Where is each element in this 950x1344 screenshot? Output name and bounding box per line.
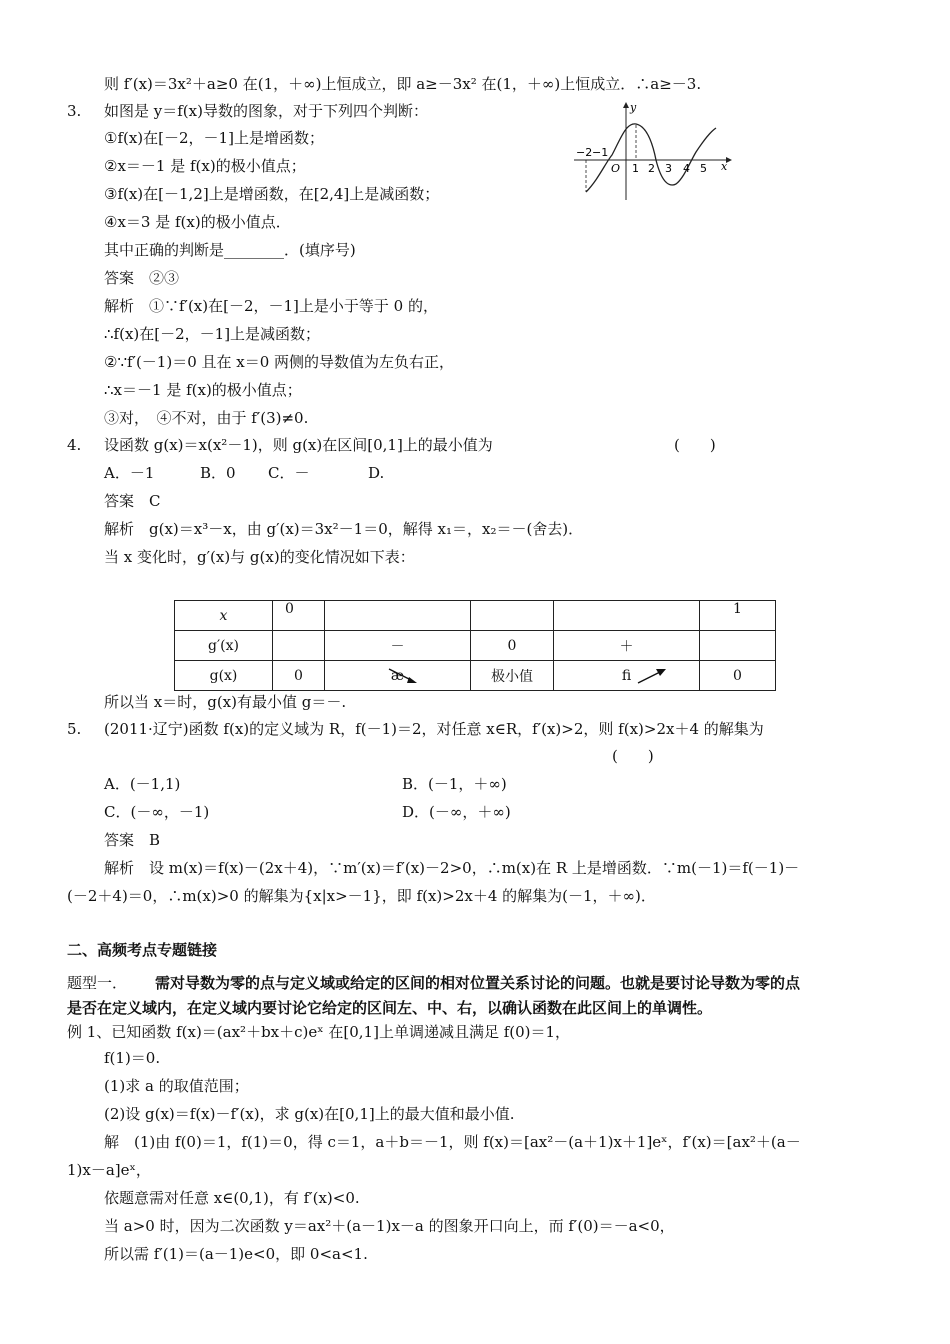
- option-line: ②x＝－1 是 f(x)的极小值点；: [104, 157, 306, 175]
- table-cell: 极小值: [471, 661, 554, 691]
- text-line: 其中正确的判断是________．(填序号): [104, 241, 356, 259]
- option-a: A．－1: [104, 464, 155, 482]
- x-tick-label: 5: [700, 162, 707, 175]
- option-c: C．(－∞，－1): [104, 803, 210, 821]
- table-cell: [471, 601, 554, 631]
- table-cell-text: ﬁ: [621, 667, 632, 684]
- example-line: f(1)＝0.: [104, 1049, 161, 1067]
- option-line: ①f(x)在[－2，－1]上是增函数；: [104, 129, 324, 147]
- option-a: A．(－1,1): [104, 775, 181, 793]
- text-line: 则 f′(x)＝3x²＋a≥0 在(1，＋∞)上恒成立，即 a≥－3x² 在(1，＋∞)上恒成立．∴a≥－3.: [104, 75, 702, 93]
- example-line: (2)设 g(x)＝f(x)－f′(x)，求 g(x)在[0,1]上的最大值和最小值.: [104, 1105, 515, 1123]
- option-d: D．(－∞，＋∞): [402, 803, 511, 821]
- question-stem: 如图是 y＝f(x)导数的图象，对于下列四个判断：: [104, 102, 428, 120]
- table-cell: x: [175, 601, 273, 631]
- x-tick-label: 1: [632, 162, 639, 175]
- option-line: ③f(x)在[－1,2]上是增函数，在[2,4]上是减函数；: [104, 185, 440, 203]
- table-cell: 1: [700, 601, 776, 631]
- x-tick-label: 3: [665, 162, 672, 175]
- variation-table: [174, 600, 776, 691]
- answer-line: 答案 C: [104, 492, 161, 510]
- table-cell: g′(x): [175, 631, 273, 661]
- x-axis-label: x: [721, 160, 728, 173]
- question-stem: 设函数 g(x)＝x(x²－1)，则 g(x)在区间[0,1]上的最小值为: [104, 436, 493, 454]
- answer-paren: ( ): [612, 747, 654, 765]
- question-number: 4.: [67, 436, 82, 454]
- solution-line: 所以当 x＝时，g(x)有最小值 g＝－.: [104, 693, 347, 711]
- solution-line: 解 (1)由 f(0)＝1，f(1)＝0，得 c＝1，a＋b＝－1，则 f(x)＝[ax²－(a＋1)x＋1]eˣ，f′(x)＝[ax²＋(a－: [104, 1133, 801, 1151]
- example-line: 例 1、已知函数 f(x)＝(ax²＋bx＋c)eˣ 在[0,1]上单调递减且满足 f(0)＝1，: [67, 1023, 571, 1041]
- solution-line: ∴f(x)在[－2，－1]上是减函数；: [104, 325, 321, 343]
- origin-label: O: [611, 162, 621, 175]
- option-line: ④x＝3 是 f(x)的极小值点．: [104, 213, 291, 231]
- solution-line: (－2＋4)＝0，∴m(x)>0 的解集为{x|x>－1}，即 f(x)>2x＋4 的解集为(－1，＋∞)．: [67, 887, 656, 905]
- x-tick-label: 2: [648, 162, 655, 175]
- arrow-down-right-icon: [387, 667, 419, 685]
- derivative-graph: [566, 100, 736, 205]
- topic-description: 需对导数为零的点与定义域或给定的区间的相对位置关系讨论的问题。也就是要讨论导数为零的点: [155, 974, 801, 992]
- topic-description: 是否在定义域内，在定义域内要讨论它给定的区间左、中、右，以确认函数在此区间上的单调性。: [67, 999, 713, 1017]
- x-tick-label: −2: [576, 146, 593, 159]
- table-cell: －: [325, 631, 471, 661]
- table-cell: ＋: [554, 631, 700, 661]
- table-cell: [554, 601, 700, 631]
- table-cell: 0: [471, 631, 554, 661]
- option-c: C．－: [268, 464, 310, 482]
- solution-line: 解析 ①∵f′(x)在[－2，－1]上是小于等于 0 的，: [104, 297, 438, 315]
- table-row: [175, 631, 776, 661]
- solution-line: 依题意需对任意 x∈(0,1)，有 f′(x)<0.: [104, 1189, 360, 1207]
- table-row: [175, 601, 776, 631]
- increasing-arrow-cell: [554, 661, 700, 691]
- answer-line: 答案 B: [104, 831, 161, 849]
- question-number: 3.: [67, 102, 82, 120]
- option-d: D.: [368, 464, 385, 482]
- section-heading: 二、高频考点专题链接: [67, 941, 218, 959]
- arrow-up-right-icon: [636, 667, 668, 685]
- table-cell: g(x): [175, 661, 273, 691]
- table-row: [175, 661, 776, 691]
- answer-line: 答案 ②③: [104, 269, 180, 287]
- solution-line: ②∵f′(－1)＝0 且在 x＝0 两侧的导数值为左负右正，: [104, 353, 455, 371]
- answer-paren: ( ): [674, 436, 716, 454]
- table-cell: 0: [273, 601, 325, 631]
- solution-line: 解析 设 m(x)＝f(x)－(2x＋4)，∵m′(x)＝f′(x)－2>0，∴m(x)在 R 上是增函数．∵m(－1)＝f(－1)－: [104, 859, 800, 877]
- question-stem: (2011·辽宁)函数 f(x)的定义域为 R，f(－1)＝2，对任意 x∈R，f′(x)>2，则 f(x)>2x＋4 的解集为: [104, 720, 764, 738]
- table-cell-text: æ: [390, 667, 405, 684]
- x-tick-label: 4: [683, 162, 690, 175]
- table-cell: [325, 601, 471, 631]
- solution-line: 所以需 f′(1)＝(a－1)e<0，即 0<a<1.: [104, 1245, 368, 1263]
- option-b: B．(－1，＋∞): [402, 775, 507, 793]
- solution-line: 当 a>0 时，因为二次函数 y＝ax²＋(a－1)x－a 的图象开口向上，而 f′(0)＝－a<0，: [104, 1217, 675, 1235]
- solution-line: 解析 g(x)＝x³－x，由 g′(x)＝3x²－1＝0，解得 x₁＝，x₂＝－(舍去)．: [104, 520, 584, 538]
- solution-line: ③对， ④不对，由于 f′(3)≠0.: [104, 409, 309, 427]
- option-b: B．0: [200, 464, 236, 482]
- table-cell: 0: [700, 661, 776, 691]
- solution-line: 当 x 变化时，g′(x)与 g(x)的变化情况如下表：: [104, 548, 415, 566]
- table-cell: [273, 631, 325, 661]
- example-line: (1)求 a 的取值范围；: [104, 1077, 249, 1095]
- solution-line: 1)x－a]eˣ，: [67, 1161, 151, 1179]
- decreasing-arrow-cell: [325, 661, 471, 691]
- question-number: 5.: [67, 720, 82, 738]
- table-cell: 0: [273, 661, 325, 691]
- y-axis-label: y: [630, 101, 637, 114]
- topic-label: 题型一．: [67, 974, 128, 992]
- table-cell: [700, 631, 776, 661]
- x-tick-label: −1: [592, 146, 609, 159]
- solution-line: ∴x＝－1 是 f(x)的极小值点；: [104, 381, 302, 399]
